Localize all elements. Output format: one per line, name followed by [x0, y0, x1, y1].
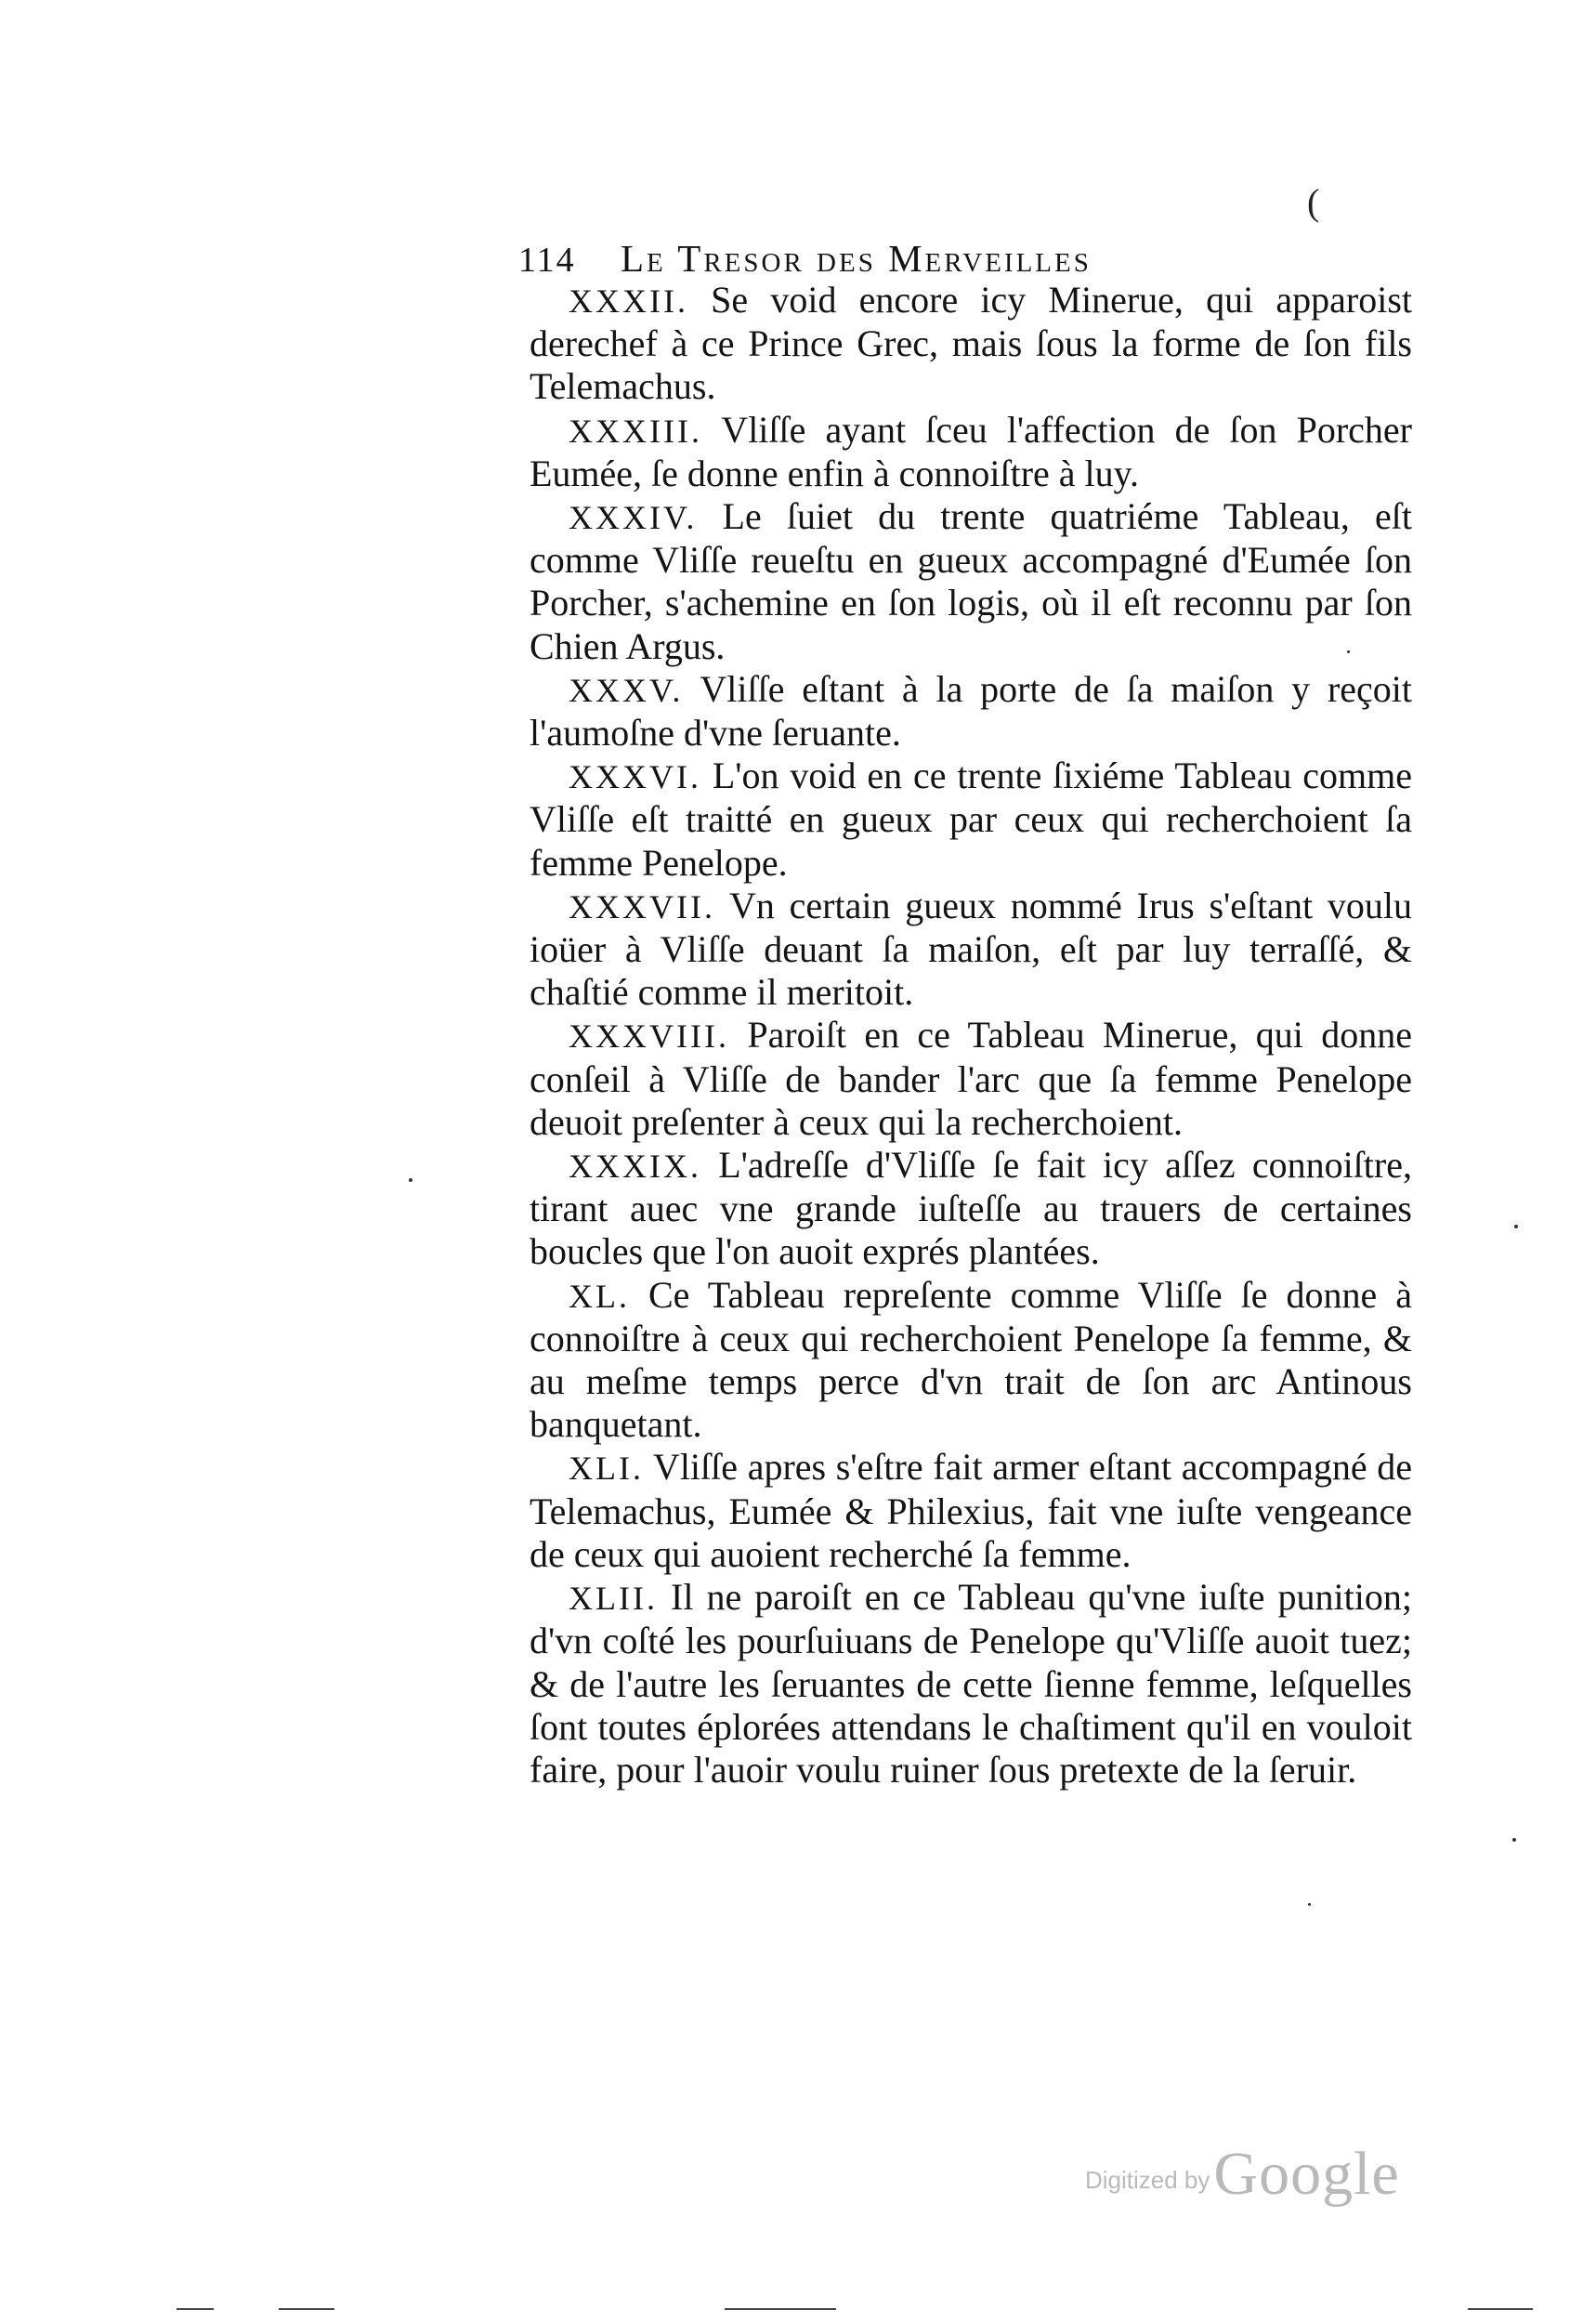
digitized-watermark [1085, 2139, 1400, 2213]
text-block [530, 279, 1412, 1791]
entry-39 [530, 1144, 1412, 1274]
google-logo: Google [1213, 2140, 1400, 2208]
entry-37 [530, 885, 1412, 1015]
entry-41 [530, 1446, 1412, 1576]
scan-speck [409, 1178, 412, 1182]
entry-35 [530, 668, 1412, 755]
entry-42 [530, 1576, 1412, 1791]
scan-speck [1347, 650, 1350, 653]
entry-text: Vliſſe eſtant à la porte de ſa maiſon y reçoit l'aumoſne d'vne ſeruante. [530, 667, 1412, 755]
entry-text: L'adreſſe d'Vliſſe ſe fait icy aſſez connoiſtre, tirant auec vne grande iuſteſſe au trauers de certaines boucles que l'on auoit exprés plantées. [530, 1144, 1412, 1273]
corner-mark: ( [1307, 181, 1320, 223]
bottom-scan-edge [177, 2308, 214, 2310]
entry-number: XLII. [569, 1580, 658, 1618]
scan-speck [1514, 1225, 1518, 1228]
entry-text: Le ſuiet du trente quatriéme Tableau, eſt comme Vliſſe reueſtu en gueux accompagné d'Eumée ſon Porcher, s'achemine en ſon logis, où il eſt reconnu par ſon Chien Argus. [530, 495, 1412, 667]
entry-number: XXXIII. [569, 412, 702, 450]
entry-number: XXXVIII. [569, 1017, 729, 1056]
entry-text: Vliſſe ayant ſceu l'affection de ſon Porcher Eumée, ſe donne enfin à connoiſtre à luy. [530, 408, 1412, 494]
page-number: 114 [518, 241, 576, 280]
scan-speck [1308, 1903, 1311, 1906]
entry-number: XLI. [569, 1450, 644, 1488]
entry-33 [530, 409, 1412, 495]
entry-number: XXXIV. [569, 499, 698, 537]
entry-text: Ce Tableau repreſente comme Vliſſe ſe donne à connoiſtre à ceux qui recherchoient Penelope ſa femme, & au meſme temps perce d'vn trait de ſon arc Antinous banquetant. [530, 1273, 1412, 1446]
entry-text: Se void encore icy Minerue, qui apparoist derechef à ce Prince Grec, mais ſous la forme de ſon fils Telemachus. [530, 279, 1412, 408]
entry-number: XXXVII. [569, 887, 715, 925]
entry-number: XXXII. [569, 282, 688, 320]
entry-32 [530, 279, 1412, 409]
bottom-scan-edge [1468, 2308, 1533, 2310]
running-head [518, 230, 1410, 286]
entry-number: XXXIX. [569, 1148, 701, 1186]
entry-text: Vn certain gueux nommé Irus s'eſtant voulu ioüer à Vliſſe deuant ſa maiſon, eſt par luy terraſſé, & chaſtié comme il meritoit. [530, 884, 1412, 1014]
entry-38 [530, 1014, 1412, 1144]
entry-number: XXXVI. [569, 758, 701, 796]
entry-text: Il ne paroiſt en ce Tableau qu'vne iuſte punition; d'vn coſté les pourſuiuans de Penelope qu'Vliſſe auoit tuez; & de l'autre les ſeruantes de cette ſienne femme, leſquelles ſont toutes éplorées attendans le chaſtiment qu'il en vouloit faire, pour l'auoir voulu ruiner ſous pretexte de la ſeruir. [530, 1576, 1412, 1791]
bottom-scan-edge [279, 2308, 334, 2310]
watermark-prefix: Digitized by [1085, 2166, 1210, 2194]
entry-text: Vliſſe apres s'eſtre fait armer eſtant accompagné de Telemachus, Eumée & Philexius, fait vne iuſte vengeance de ceux qui auoient recherché ſa femme. [530, 1446, 1412, 1575]
bottom-scan-edge [725, 2308, 836, 2310]
entry-number: XL. [569, 1277, 630, 1315]
entry-40 [530, 1274, 1412, 1447]
entry-text: Paroiſt en ce Tableau Minerue, qui donne conſeil à Vliſſe de bander l'arc que ſa femme Penelope deuoit preſenter à ceux qui la recherchoient. [530, 1014, 1412, 1143]
entry-text: L'on void en ce trente ſixiéme Tableau comme Vliſſe eſt traitté en gueux par ceux qui recherchoient ſa femme Penelope. [530, 755, 1412, 884]
entry-36 [530, 755, 1412, 885]
entry-34 [530, 495, 1412, 668]
entry-number: XXXV. [569, 671, 684, 709]
scan-speck [1512, 1838, 1516, 1842]
running-title: Le Tresor des Merveilles [621, 237, 1092, 280]
